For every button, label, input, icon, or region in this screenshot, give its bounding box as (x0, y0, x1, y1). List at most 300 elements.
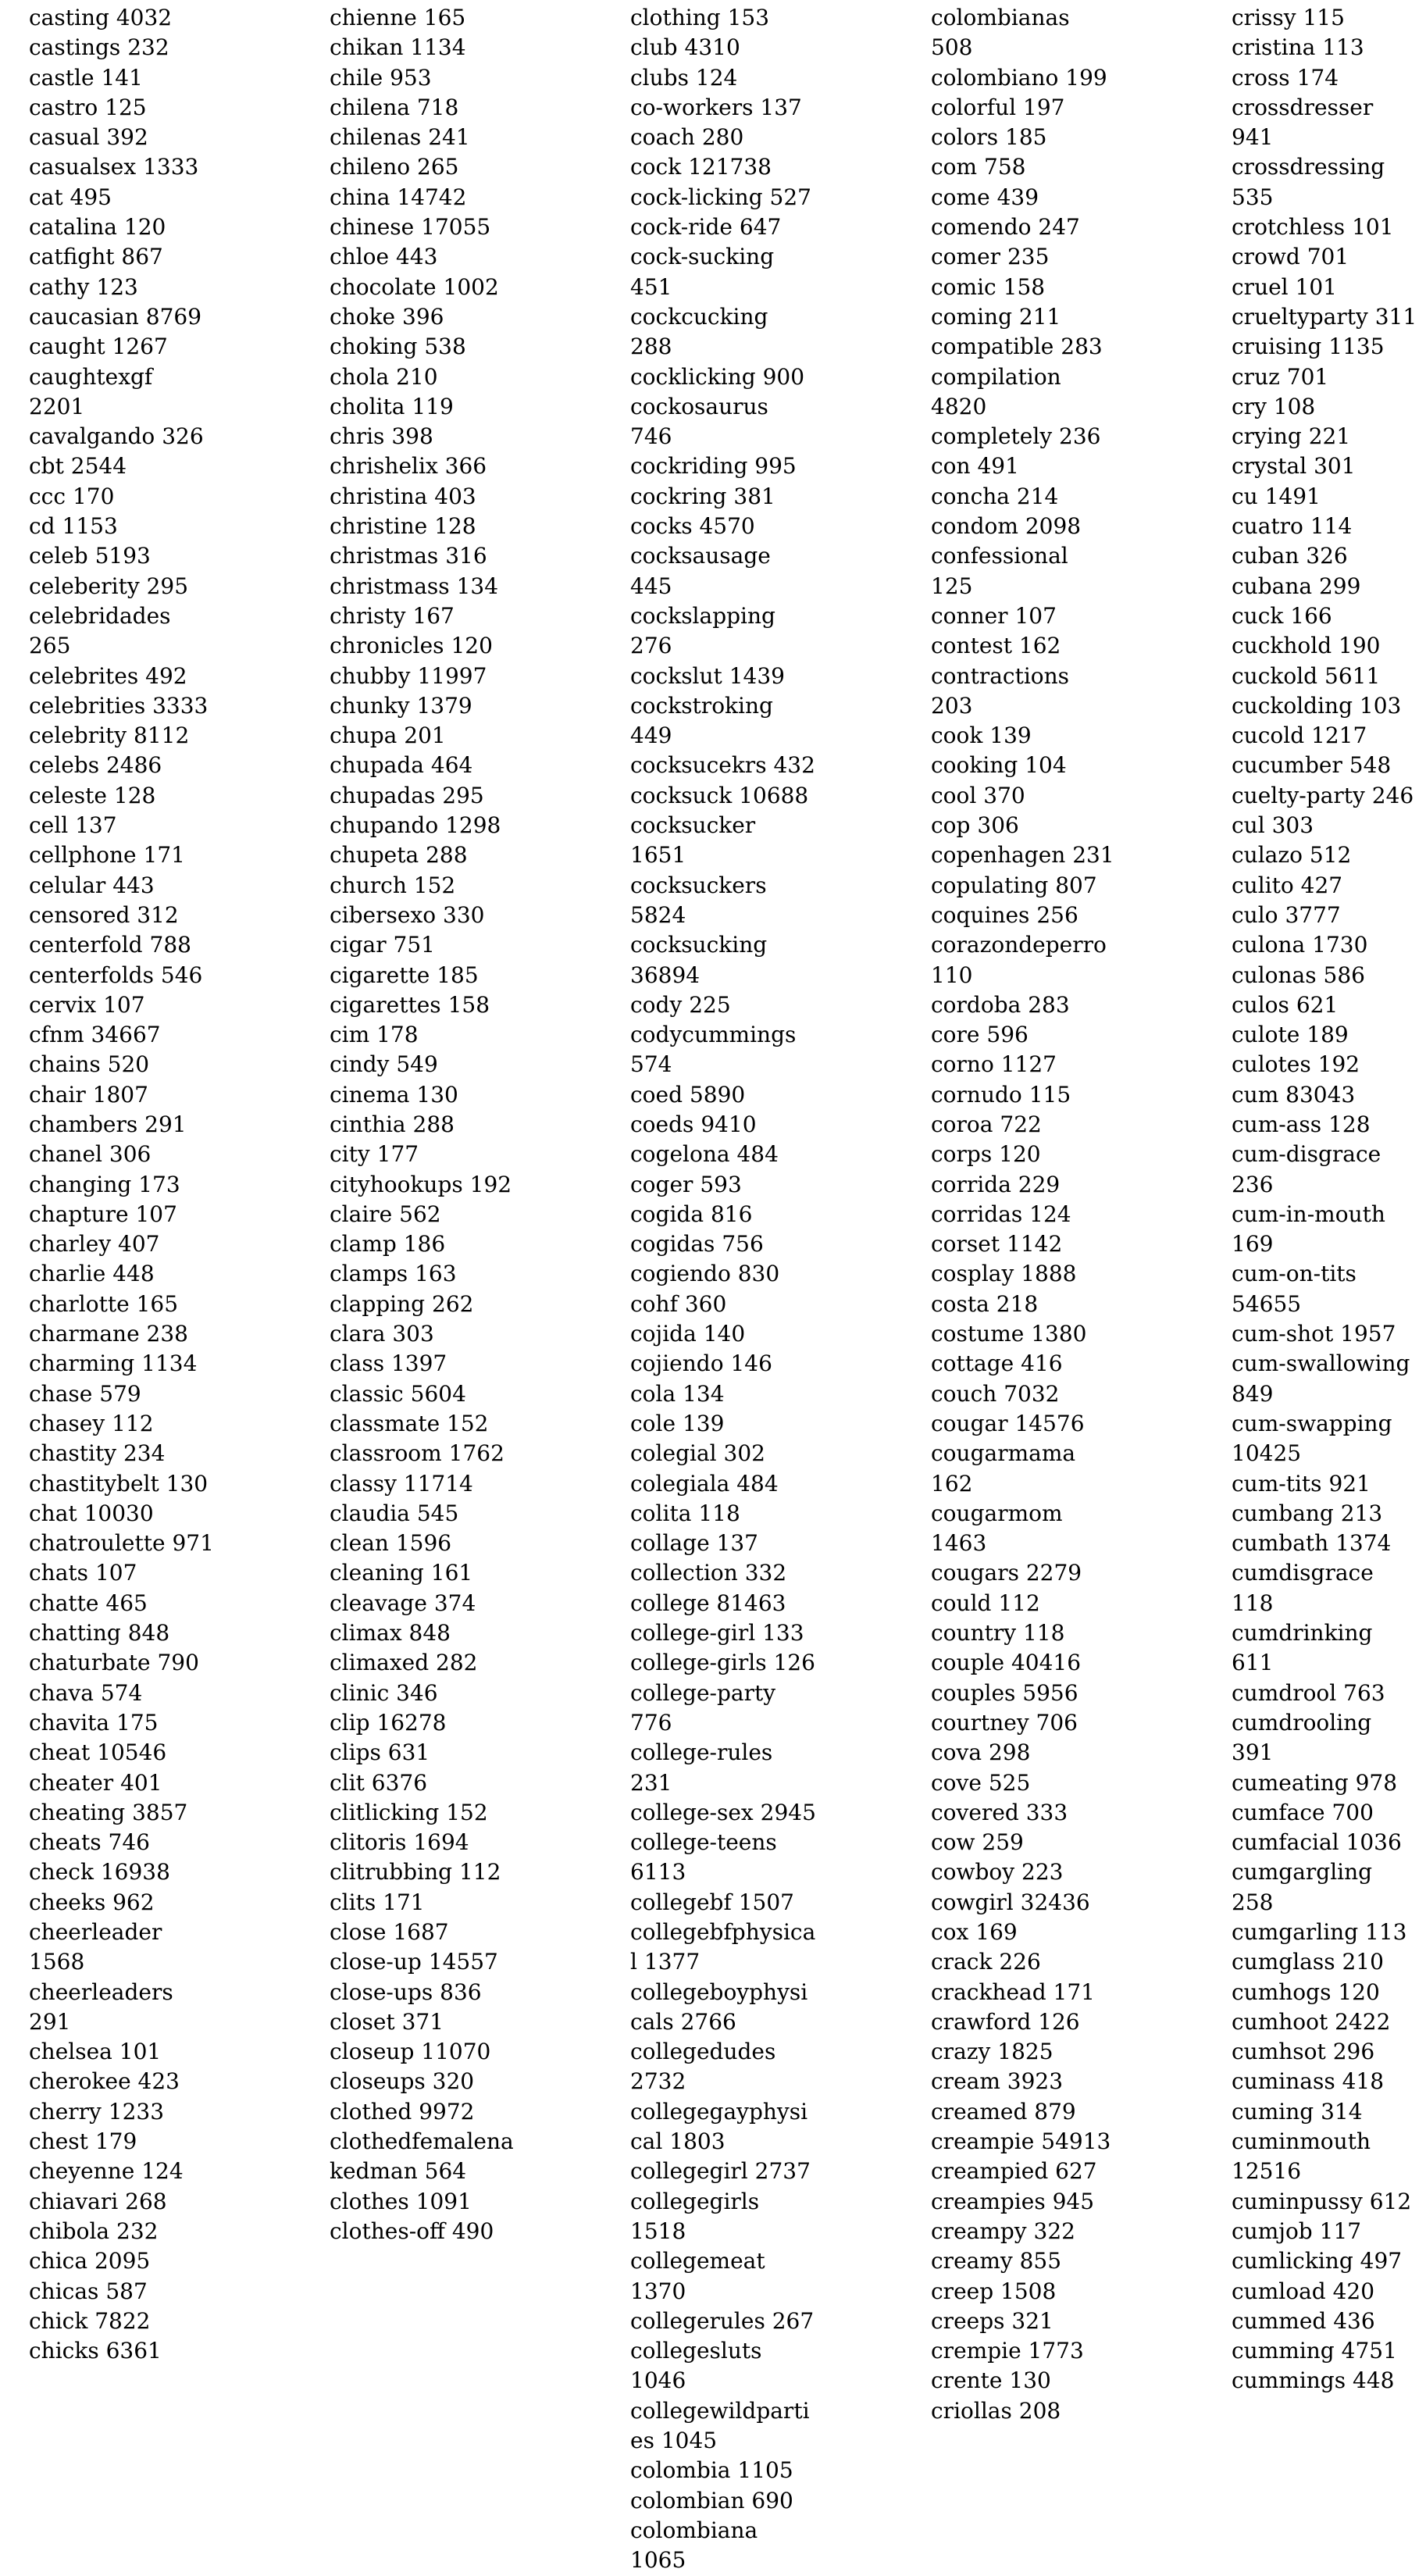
tag-link[interactable] (630, 1409, 816, 1439)
tag-link[interactable] (29, 1918, 215, 1978)
tag-link[interactable] (630, 662, 816, 691)
tag-link[interactable] (931, 1020, 1117, 1050)
tag-link[interactable] (630, 1379, 816, 1409)
tag-link[interactable] (29, 242, 215, 272)
tag-link[interactable] (630, 1259, 816, 1289)
tag-link[interactable] (29, 2217, 215, 2246)
tag-link[interactable] (931, 930, 1117, 990)
tag-link[interactable] (1232, 332, 1417, 362)
tag-link[interactable] (1232, 721, 1417, 751)
tag-link[interactable] (931, 512, 1117, 541)
tag-link[interactable] (29, 3, 215, 33)
tag-link[interactable] (29, 572, 215, 601)
tag-link[interactable] (330, 93, 515, 123)
tag-link[interactable] (1232, 2037, 1417, 2067)
tag-link[interactable] (29, 451, 215, 481)
tag-link[interactable] (1232, 691, 1417, 721)
tag-link[interactable] (931, 2366, 1117, 2396)
tag-link[interactable] (29, 2307, 215, 2336)
tag-link[interactable] (630, 451, 816, 481)
tag-link[interactable] (29, 1409, 215, 1439)
tag-link[interactable] (931, 1648, 1117, 1678)
tag-link[interactable] (1232, 2366, 1417, 2396)
tag-link[interactable] (630, 1618, 816, 1648)
tag-link[interactable] (630, 871, 816, 931)
tag-link[interactable] (1232, 2127, 1417, 2187)
tag-link[interactable] (330, 721, 515, 751)
tag-link[interactable] (630, 1469, 816, 1499)
tag-link[interactable] (1232, 1020, 1417, 1050)
tag-link[interactable] (330, 2127, 515, 2187)
tag-link[interactable] (931, 840, 1117, 870)
tag-link[interactable] (630, 1798, 816, 1828)
tag-link[interactable] (330, 691, 515, 721)
tag-link[interactable] (29, 212, 215, 242)
tag-link[interactable] (931, 1200, 1117, 1229)
tag-link[interactable] (630, 2396, 816, 2456)
tag-link[interactable] (29, 1349, 215, 1379)
tag-link[interactable] (931, 123, 1117, 152)
tag-link[interactable] (931, 1439, 1117, 1499)
tag-link[interactable] (630, 1529, 816, 1558)
tag-link[interactable] (29, 1558, 215, 1588)
tag-link[interactable] (330, 1918, 515, 1947)
tag-link[interactable] (931, 2217, 1117, 2246)
tag-link[interactable] (29, 1050, 215, 1079)
tag-link[interactable] (330, 1469, 515, 1499)
tag-link[interactable] (330, 1200, 515, 1229)
tag-link[interactable] (330, 1140, 515, 1169)
tag-link[interactable] (1232, 751, 1417, 780)
tag-link[interactable] (630, 512, 816, 541)
tag-link[interactable] (330, 1020, 515, 1050)
tag-link[interactable] (330, 1529, 515, 1558)
tag-link[interactable] (630, 302, 816, 362)
tag-link[interactable] (630, 1200, 816, 1229)
tag-link[interactable] (630, 930, 816, 990)
tag-link[interactable] (931, 1589, 1117, 1618)
tag-link[interactable] (1232, 1110, 1417, 1140)
tag-link[interactable] (330, 1349, 515, 1379)
tag-link[interactable] (330, 1618, 515, 1648)
tag-link[interactable] (931, 1499, 1117, 1559)
tag-link[interactable] (931, 1349, 1117, 1379)
tag-link[interactable] (1232, 152, 1417, 212)
tag-link[interactable] (1232, 662, 1417, 691)
tag-link[interactable] (29, 63, 215, 93)
tag-link[interactable] (931, 2007, 1117, 2037)
tag-link[interactable] (630, 1170, 816, 1200)
tag-link[interactable] (931, 1409, 1117, 1439)
tag-link[interactable] (29, 961, 215, 990)
tag-link[interactable] (330, 1589, 515, 1618)
tag-link[interactable] (330, 451, 515, 481)
tag-link[interactable] (630, 811, 816, 871)
tag-link[interactable] (29, 1140, 215, 1169)
tag-link[interactable] (330, 33, 515, 62)
tag-link[interactable] (931, 63, 1117, 93)
tag-link[interactable] (29, 512, 215, 541)
tag-link[interactable] (330, 212, 515, 242)
tag-link[interactable] (931, 332, 1117, 362)
tag-link[interactable] (630, 601, 816, 662)
tag-link[interactable] (29, 1469, 215, 1499)
tag-link[interactable] (330, 1110, 515, 1140)
tag-link[interactable] (330, 1679, 515, 1708)
tag-link[interactable] (630, 2516, 816, 2576)
tag-link[interactable] (330, 781, 515, 811)
tag-link[interactable] (931, 1708, 1117, 1738)
tag-link[interactable] (630, 242, 816, 302)
tag-link[interactable] (931, 1140, 1117, 1169)
tag-link[interactable] (630, 1229, 816, 1259)
tag-link[interactable] (330, 961, 515, 990)
tag-link[interactable] (1232, 2307, 1417, 2336)
tag-link[interactable] (630, 1080, 816, 1110)
tag-link[interactable] (29, 901, 215, 930)
tag-link[interactable] (1232, 2336, 1417, 2366)
tag-link[interactable] (29, 1499, 215, 1529)
tag-link[interactable] (330, 1319, 515, 1349)
tag-link[interactable] (29, 2157, 215, 2186)
tag-link[interactable] (330, 2217, 515, 2246)
tag-link[interactable] (330, 1558, 515, 1588)
tag-link[interactable] (931, 631, 1117, 661)
tag-link[interactable] (1232, 302, 1417, 332)
tag-link[interactable] (29, 1290, 215, 1319)
tag-link[interactable] (931, 1918, 1117, 1947)
tag-link[interactable] (330, 1379, 515, 1409)
tag-link[interactable] (29, 1679, 215, 1708)
tag-link[interactable] (330, 242, 515, 272)
tag-link[interactable] (330, 362, 515, 392)
tag-link[interactable] (630, 1349, 816, 1379)
tag-link[interactable] (630, 691, 816, 751)
tag-link[interactable] (1232, 1857, 1417, 1918)
tag-link[interactable] (1232, 1768, 1417, 1798)
tag-link[interactable] (29, 273, 215, 302)
tag-link[interactable] (931, 541, 1117, 601)
tag-link[interactable] (931, 1768, 1117, 1798)
tag-link[interactable] (931, 93, 1117, 123)
tag-link[interactable] (330, 1888, 515, 1918)
tag-link[interactable] (931, 2037, 1117, 2067)
tag-link[interactable] (931, 362, 1117, 423)
tag-link[interactable] (330, 2067, 515, 2096)
tag-link[interactable] (630, 990, 816, 1020)
tag-link[interactable] (330, 273, 515, 302)
tag-link[interactable] (29, 123, 215, 152)
tag-link[interactable] (1232, 63, 1417, 93)
tag-link[interactable] (931, 2157, 1117, 2186)
tag-link[interactable] (330, 1080, 515, 1110)
tag-link[interactable] (29, 781, 215, 811)
tag-link[interactable] (29, 1857, 215, 1887)
tag-link[interactable] (1232, 1259, 1417, 1319)
tag-link[interactable] (931, 2396, 1117, 2426)
tag-link[interactable] (630, 1888, 816, 1918)
tag-link[interactable] (29, 990, 215, 1020)
tag-link[interactable] (29, 2187, 215, 2217)
tag-link[interactable] (630, 781, 816, 811)
tag-link[interactable] (630, 1978, 816, 2038)
tag-link[interactable] (1232, 1708, 1417, 1768)
tag-link[interactable] (29, 1798, 215, 1828)
tag-link[interactable] (630, 1828, 816, 1888)
tag-link[interactable] (29, 2336, 215, 2366)
tag-link[interactable] (931, 1080, 1117, 1110)
tag-link[interactable] (330, 1708, 515, 1738)
tag-link[interactable] (1232, 871, 1417, 901)
tag-link[interactable] (29, 302, 215, 332)
tag-link[interactable] (1232, 901, 1417, 930)
tag-link[interactable] (1232, 1679, 1417, 1708)
tag-link[interactable] (931, 1290, 1117, 1319)
tag-link[interactable] (29, 422, 215, 451)
tag-link[interactable] (630, 2246, 816, 2307)
tag-link[interactable] (29, 1319, 215, 1349)
tag-link[interactable] (931, 1828, 1117, 1857)
tag-link[interactable] (330, 1499, 515, 1529)
tag-link[interactable] (330, 871, 515, 901)
tag-link[interactable] (630, 2307, 816, 2336)
tag-link[interactable] (330, 601, 515, 631)
tag-link[interactable] (330, 512, 515, 541)
tag-link[interactable] (630, 1918, 816, 1978)
tag-link[interactable] (931, 1110, 1117, 1140)
tag-link[interactable] (29, 1708, 215, 1738)
tag-link[interactable] (630, 2097, 816, 2157)
tag-link[interactable] (931, 1947, 1117, 1977)
tag-link[interactable] (1232, 631, 1417, 661)
tag-link[interactable] (29, 2097, 215, 2127)
tag-link[interactable] (630, 1589, 816, 1618)
tag-link[interactable] (1232, 1499, 1417, 1529)
tag-link[interactable] (29, 1110, 215, 1140)
tag-link[interactable] (29, 2246, 215, 2276)
tag-link[interactable] (630, 392, 816, 452)
tag-link[interactable] (29, 2277, 215, 2307)
tag-link[interactable] (630, 1290, 816, 1319)
tag-link[interactable] (1232, 482, 1417, 512)
tag-link[interactable] (330, 840, 515, 870)
tag-link[interactable] (931, 152, 1117, 182)
tag-link[interactable] (330, 1259, 515, 1289)
tag-link[interactable] (1232, 1618, 1417, 1679)
tag-link[interactable] (1232, 811, 1417, 840)
tag-link[interactable] (1232, 273, 1417, 302)
tag-link[interactable] (1232, 2277, 1417, 2307)
tag-link[interactable] (330, 2007, 515, 2037)
tag-link[interactable] (29, 930, 215, 960)
tag-link[interactable] (29, 1379, 215, 1409)
tag-link[interactable] (29, 751, 215, 780)
tag-link[interactable] (29, 332, 215, 362)
tag-link[interactable] (630, 1319, 816, 1349)
tag-link[interactable] (29, 183, 215, 212)
tag-link[interactable] (330, 1857, 515, 1887)
tag-link[interactable] (1232, 601, 1417, 631)
tag-link[interactable] (29, 1648, 215, 1678)
tag-link[interactable] (29, 1589, 215, 1618)
tag-link[interactable] (29, 1170, 215, 1200)
tag-link[interactable] (630, 33, 816, 62)
tag-link[interactable] (29, 362, 215, 423)
tag-link[interactable] (330, 1648, 515, 1678)
tag-link[interactable] (931, 273, 1117, 302)
tag-link[interactable] (630, 1558, 816, 1588)
tag-link[interactable] (630, 541, 816, 601)
tag-link[interactable] (330, 1828, 515, 1857)
tag-link[interactable] (330, 1798, 515, 1828)
tag-link[interactable] (1232, 961, 1417, 990)
tag-link[interactable] (1232, 2067, 1417, 2096)
tag-link[interactable] (630, 2456, 816, 2485)
tag-link[interactable] (630, 93, 816, 123)
tag-link[interactable] (1232, 422, 1417, 451)
tag-link[interactable] (1232, 242, 1417, 272)
tag-link[interactable] (630, 482, 816, 512)
tag-link[interactable] (931, 871, 1117, 901)
tag-link[interactable] (630, 183, 816, 212)
tag-link[interactable] (931, 183, 1117, 212)
tag-link[interactable] (1232, 33, 1417, 62)
tag-link[interactable] (29, 33, 215, 62)
tag-link[interactable] (330, 392, 515, 422)
tag-link[interactable] (1232, 1200, 1417, 1260)
tag-link[interactable] (1232, 1050, 1417, 1079)
tag-link[interactable] (630, 1439, 816, 1468)
tag-link[interactable] (1232, 1558, 1417, 1618)
tag-link[interactable] (29, 1439, 215, 1468)
tag-link[interactable] (29, 662, 215, 691)
tag-link[interactable] (630, 362, 816, 392)
tag-link[interactable] (29, 1020, 215, 1050)
tag-link[interactable] (1232, 2007, 1417, 2037)
tag-link[interactable] (1232, 1798, 1417, 1828)
tag-link[interactable] (630, 3, 816, 33)
tag-link[interactable] (931, 2127, 1117, 2157)
tag-link[interactable] (630, 2336, 816, 2396)
tag-link[interactable] (330, 183, 515, 212)
tag-link[interactable] (931, 451, 1117, 481)
tag-link[interactable] (931, 1798, 1117, 1828)
tag-link[interactable] (931, 2187, 1117, 2217)
tag-link[interactable] (931, 302, 1117, 332)
tag-link[interactable] (1232, 93, 1417, 153)
tag-link[interactable] (630, 1738, 816, 1798)
tag-link[interactable] (931, 422, 1117, 451)
tag-link[interactable] (630, 1020, 816, 1080)
tag-link[interactable] (330, 990, 515, 1020)
tag-link[interactable] (29, 2067, 215, 2096)
tag-link[interactable] (330, 1947, 515, 1977)
tag-link[interactable] (330, 482, 515, 512)
tag-link[interactable] (630, 2037, 816, 2097)
tag-link[interactable] (630, 1140, 816, 1169)
tag-link[interactable] (630, 1499, 816, 1529)
tag-link[interactable] (1232, 1080, 1417, 1110)
tag-link[interactable] (29, 691, 215, 721)
tag-link[interactable] (1232, 1140, 1417, 1200)
tag-link[interactable] (630, 2157, 816, 2186)
tag-link[interactable] (1232, 1918, 1417, 1947)
tag-link[interactable] (29, 2127, 215, 2157)
tag-link[interactable] (630, 751, 816, 780)
tag-link[interactable] (1232, 781, 1417, 811)
tag-link[interactable] (29, 541, 215, 571)
tag-link[interactable] (931, 1888, 1117, 1918)
tag-link[interactable] (29, 1888, 215, 1918)
tag-link[interactable] (29, 1529, 215, 1558)
tag-link[interactable] (330, 63, 515, 93)
tag-link[interactable] (330, 541, 515, 571)
tag-link[interactable] (330, 1978, 515, 2007)
tag-link[interactable] (1232, 1529, 1417, 1558)
tag-link[interactable] (1232, 3, 1417, 33)
tag-link[interactable] (29, 152, 215, 182)
tag-link[interactable] (330, 930, 515, 960)
tag-link[interactable] (1232, 1947, 1417, 1977)
tag-link[interactable] (1232, 392, 1417, 422)
tag-link[interactable] (330, 2097, 515, 2127)
tag-link[interactable] (29, 811, 215, 840)
tag-link[interactable] (330, 422, 515, 451)
tag-link[interactable] (931, 662, 1117, 722)
tag-link[interactable] (931, 1170, 1117, 1200)
tag-link[interactable] (931, 2277, 1117, 2307)
tag-link[interactable] (330, 1409, 515, 1439)
tag-link[interactable] (931, 781, 1117, 811)
tag-link[interactable] (330, 1768, 515, 1798)
tag-link[interactable] (630, 2187, 816, 2247)
tag-link[interactable] (931, 1050, 1117, 1079)
tag-link[interactable] (330, 2037, 515, 2067)
tag-link[interactable] (931, 601, 1117, 631)
tag-link[interactable] (1232, 1349, 1417, 1409)
tag-link[interactable] (931, 811, 1117, 840)
tag-link[interactable] (330, 123, 515, 152)
tag-link[interactable] (931, 1679, 1117, 1708)
tag-link[interactable] (1232, 2217, 1417, 2246)
tag-link[interactable] (29, 721, 215, 751)
tag-link[interactable] (931, 721, 1117, 751)
tag-link[interactable] (330, 152, 515, 182)
tag-link[interactable] (29, 871, 215, 901)
tag-link[interactable] (931, 990, 1117, 1020)
tag-link[interactable] (931, 1978, 1117, 2007)
tag-link[interactable] (931, 2067, 1117, 2096)
tag-link[interactable] (1232, 1978, 1417, 2007)
tag-link[interactable] (931, 1738, 1117, 1768)
tag-link[interactable] (1232, 541, 1417, 571)
tag-link[interactable] (931, 2307, 1117, 2336)
tag-link[interactable] (330, 1050, 515, 1079)
tag-link[interactable] (1232, 990, 1417, 1020)
tag-link[interactable] (29, 1229, 215, 1259)
tag-link[interactable] (330, 662, 515, 691)
tag-link[interactable] (29, 482, 215, 512)
tag-link[interactable] (1232, 2097, 1417, 2127)
tag-link[interactable] (931, 901, 1117, 930)
tag-link[interactable] (931, 1229, 1117, 1259)
tag-link[interactable] (931, 3, 1117, 63)
tag-link[interactable] (29, 1828, 215, 1857)
tag-link[interactable] (29, 2037, 215, 2067)
tag-link[interactable] (1232, 212, 1417, 242)
tag-link[interactable] (630, 1679, 816, 1739)
tag-link[interactable] (330, 1170, 515, 1200)
